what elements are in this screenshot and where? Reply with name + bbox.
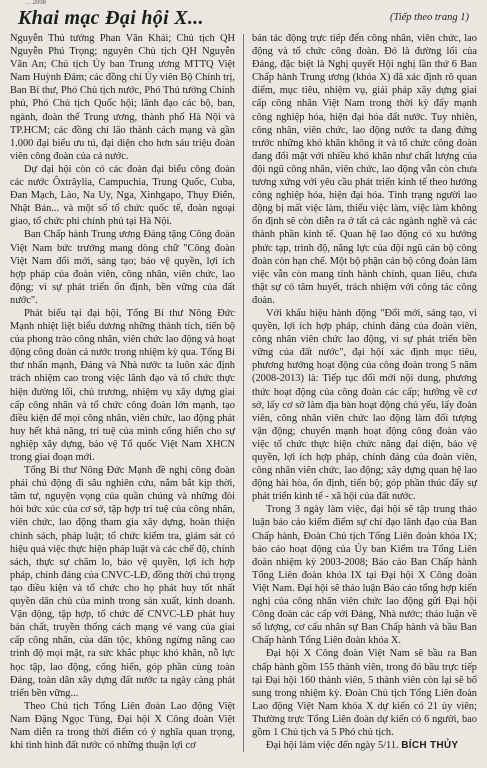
paragraph: bản tác động trực tiếp đến công nhân, viên chức, lao động và tổ chức công đoàn. Đó là đường lối của Đảng, đặc biệt là Nghị quyết Hội nghị lần thứ 6 Ban Chấp hành Trung ương (khóa X) đã xác định rõ quan điểm, mục tiêu, nhiệm vụ, giải pháp xây dựng giai cấp công nhân Việt Nam trong thời kỳ đẩy mạnh công nghiệp hóa, hiện đại hóa đất nước. Tuy nhiên, công nhân, viên chức, lao động nước ta đang đứng trước những khó khăn không ít và tổ chức công đoàn đang đối mặt với nhiều khó khăn như chất lượng của đội ngũ công nhân, viên chức, lao động vẫn còn chưa tương xứng với yêu cầu phát triển kinh tế theo hướng công nghiệp hóa, hiện đại hóa. Tình trạng người lao động bị mất việc làm, thiếu việc làm, việc làm không ổn định sẽ còn diễn ra ở tất cả các ngành nghề và các thành phần kinh tế. Quan hệ lao động có xu hướng phức tạp, trình độ, năng lực của đội ngũ cán bộ công đoàn còn hạn chế. Một bộ phận cán bộ công đoàn làm việc vẫn còn mang tính hành chính, quan liêu, chưa thật sự có tâm huyết, trách nhiệm với công tác công đoàn. bbox=[252, 33, 477, 306]
closing-text: Đại hội làm việc đến ngày 5/11. bbox=[266, 740, 399, 752]
paragraph: Tổng Bí thư Nông Đức Mạnh đề nghị công đoàn phải chủ động đi sâu nghiên cứu, nắm bắt kịp thời, tâm tư, nguyện vọng của quần chúng và những đòi hỏi bức xúc của cơ sở, tập hợp trí tuệ của công nhân, viên chức, lao động tham gia xây dựng, hoàn thiện chính sách, pháp luật; tổ chức kiểm tra, giám sát có hiệu quả việc thực hiện pháp luật và các chế độ, chính sách, thực sự chăm lo, bảo vệ quyền, lợi ích hợp pháp, chính đáng của CNVC-LĐ, đồng thời chú trọng tạo điều kiện và tổ chức cho họ phát huy tốt nhất quyền dân chủ của mình trong sản xuất, kinh doanh. Vận động, tập hợp, tổ chức để CNVC-LĐ phát huy bản chất, truyền thống cách mạng vẻ vang của giai cấp công nhân, của dân tộc, không ngừng nâng cao trình độ mọi mặt, ra sức khắc phục khó khăn, nỗ lực học tập, lao động, cống hiến, góp phần cùng toàn Đảng, toàn dân xây dựng đất nước ta ngày càng phát triển bền vững... bbox=[10, 465, 235, 699]
paragraph: Với khẩu hiệu hành động "Đổi mới, sáng tạo, vì quyền, lợi ích hợp pháp, chính đáng của đoàn viên, công nhân viên chức lao động, vì sự phát triển bền vững của đất nước", đại hội xác định mục tiêu, phương hướng hoạt động của công đoàn trong 5 năm (2008-2013) là: Tiếp tục đổi mới nội dung, phương thức hoạt động của công đoàn các cấp; hướng về cơ sở, lấy cơ sở làm địa bàn hoạt động chủ yếu, lấy đoàn viên, công nhân viên chức lao động làm đối tượng vận động; chuyển mạnh hoạt động công đoàn vào việc tổ chức thực hiện chức năng đại diện, bảo vệ quyền, lợi ích hợp pháp, chính đáng của đoàn viên, công nhân viên chức, lao động; xây dựng quan hệ lao động hài hòa, ổn định, tiến bộ; góp phần thúc đẩy sự phát triển kinh tế - xã hội của đất nước. bbox=[252, 307, 477, 503]
paragraph: Đại hội X Công đoàn Việt Nam sẽ bầu ra Ban chấp hành gồm 155 thành viên, trong đó bầu trực tiếp tại Đại hội 160 thành viên, 5 thành viên còn lại sẽ bổ sung trong nhiệm kỳ. Đoàn Chủ tịch Tổng Liên đoàn Lao động Việt Nam khóa X dự kiến có 21 ủy viên; Thường trực Tổng Liên đoàn dự kiến có 6 người, bao gồm 1 Chủ tịch và 5 Phó chủ tịch. bbox=[252, 648, 477, 738]
article-title: Khai mạc Đại hội X... bbox=[18, 7, 204, 29]
paragraph: Phát biểu tại đại hội, Tổng Bí thư Nông Đức Mạnh nhiệt liệt biểu dương những thành tích, tiến bộ của phong trào công nhân, viên chức lao động và hoạt động công đoàn cả nước trong nhiệm kỳ qua. Tổng Bí thư nhấn mạnh, Đảng và Nhà nước ta luôn xác định trách nhiệm cao trong việc lãnh đạo và tổ chức thực hiện đường lối, chủ trương, nhiệm vụ xây dựng giai cấp công nhân và tổ chức công đoàn lớn mạnh, tạo điều kiện để mọi công nhân, viên chức, lao động phát huy hết khả năng, trí tuệ của mình cống hiến cho sự nghiệp xây dựng, bảo vệ Tổ quốc Việt Nam XHCN trong giai đoạn mới. bbox=[10, 307, 235, 463]
right-column bbox=[252, 32, 477, 752]
page-top-strip: ... 2008 bbox=[26, 0, 47, 6]
author-byline: BÍCH THỦY bbox=[401, 740, 459, 752]
continued-from-label: (Tiếp theo trang 1) bbox=[389, 12, 469, 23]
article-header bbox=[6, 6, 481, 32]
paragraph: Dự đại hội còn có các đoàn đại biểu công đoàn các nước Ôxtrâylia, Campuchia, Trung Quốc, Cuba, Đan Mạch, Lào, Na Uy, Nga, Xinhgapo, Thụy Điển, Nhật Bản... và một số tổ chức quốc tế, đoàn ngoại giao, tổ chức phi chính phủ tại Hà Nội. bbox=[10, 163, 235, 228]
paragraph: Theo Chủ tịch Tổng Liên đoàn Lao động Việt Nam Đặng Ngọc Tùng, Đại hội X Công đoàn Việt Nam diễn ra trong thời điểm có ý nghĩa quan trọng, khi tình hình đất nước có những thuận lợi cơ bbox=[10, 700, 235, 752]
paragraph: Trong 3 ngày làm việc, đại hội sẽ tập trung thảo luận báo cáo kiểm điểm sự chỉ đạo lãnh đạo của Ban Chấp hành, Đoàn Chủ tịch Tổng Liên đoàn khóa IX; báo cáo hoạt động của Ủy ban Kiểm tra Tổng Liên đoàn nhiệm kỳ 2003-2008; Báo cáo Ban Chấp hành Tổng Liên đoàn khóa IX tại Đại hội X Công đoàn Việt Nam. Đại hội sẽ thảo luận Báo cáo tổng hợp kiến nghị của công nhân viên chức lao động gửi Đại hội Công đoàn các cấp với Đảng, Nhà nước; thảo luận về số lượng, cơ cấu nhân sự Ban Chấp hành và bầu Ban Chấp hành Tổng Liên đoàn khóa X. bbox=[252, 504, 477, 647]
paragraph: Ban Chấp hành Trung ương Đảng tặng Công đoàn Việt Nam bức trướng mang dòng chữ "Công đoàn Việt Nam đổi mới, sáng tạo; bảo vệ quyền, lợi ích hợp pháp của đoàn viên, công nhân, viên chức, lao động; vì sự phát triển ổn định, bền vững của đất nước". bbox=[10, 229, 235, 306]
column-divider bbox=[243, 34, 244, 752]
closing-line bbox=[252, 739, 477, 752]
article-body bbox=[6, 32, 481, 752]
left-column bbox=[10, 32, 235, 752]
paragraph: Nguyễn Thủ tướng Phan Văn Khải; Chủ tịch QH Nguyễn Phú Trọng; nguyên Chủ tịch QH Nguyễn Văn An; Chủ tịch Ủy ban Trung ương MTTQ Việt Nam Huỳnh Đảm; các đồng chí Ủy viên Bộ Chính trị, Ban Bí thư, Phó Chủ tịch nước, Phó Thủ tướng Chính phủ, Phó Chủ tịch Quốc hội; lãnh đạo các bộ, ban, ngành, đoàn thể Trung ương, thành phố Hà Nội và TP.HCM; các đồng chí lão thành cách mạng và gần 1.000 đại biểu ưu tú, đại diện cho hơn sáu triệu đoàn viên công đoàn của cả nước. bbox=[10, 33, 235, 162]
